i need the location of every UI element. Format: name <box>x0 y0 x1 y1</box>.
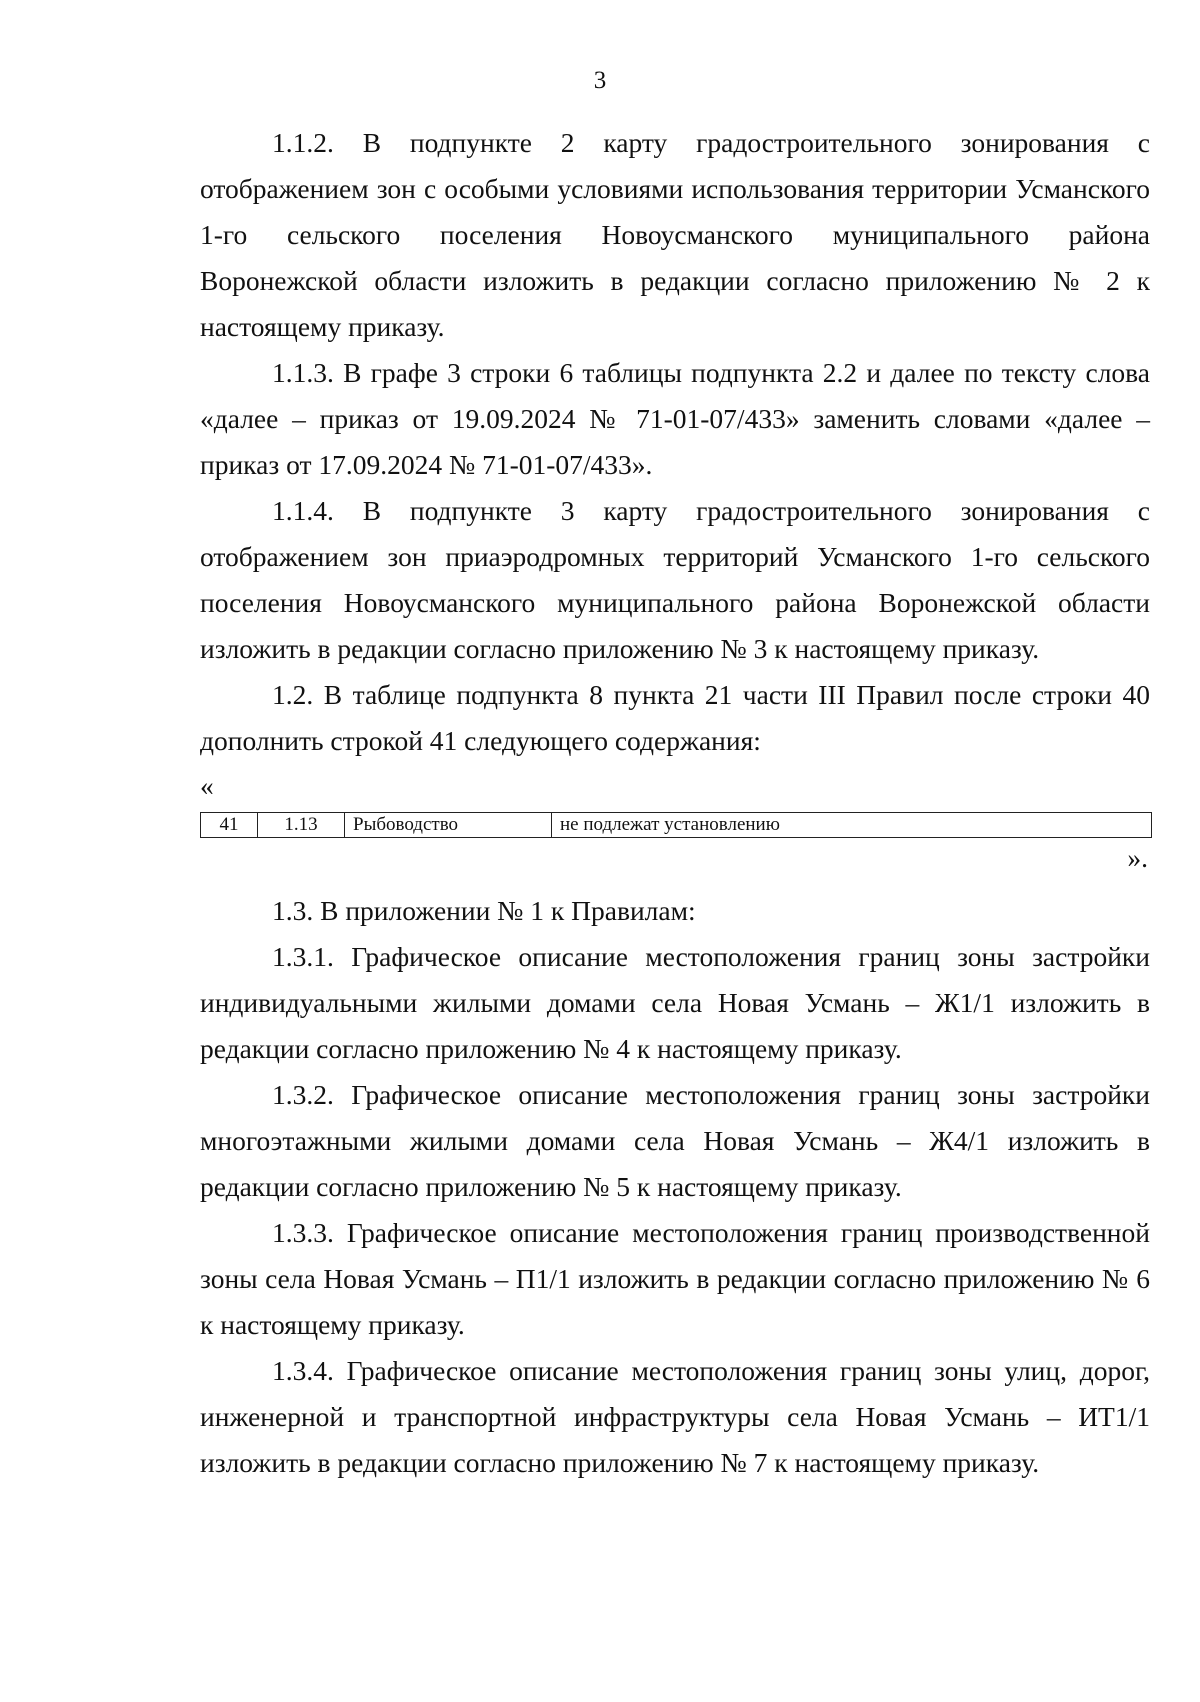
paragraph-1-1-3: 1.1.3. В графе 3 строки 6 таблицы подпункта 2.2 и далее по тексту слова «далее – приказ от 19.09.2024 № 71-01-07/433» заменить словами «далее – приказ от 17.09.2024 № 71-01-07/433». <box>200 357 1150 480</box>
paragraph-1-1-4: 1.1.4. В подпункте 3 карту градостроительного зонирования с отображением зон приаэродромных территорий Усманского 1-го сельского поселения Новоусманского муниципального района Воронежской области изложить в редакции согласно приложению № 3 к настоящему приказу. <box>200 495 1150 664</box>
inserted-row-table <box>200 812 1152 838</box>
paragraph-1-3-3: 1.3.3. Графическое описание местоположения границ производственной зоны села Новая Усмань – П1/1 изложить в редакции согласно приложению № 6 к настоящему приказу. <box>200 1217 1150 1340</box>
paragraph-1-1-2: 1.1.2. В подпункте 2 карту градостроительного зонирования с отображением зон с особыми условиями использования территории Усманского 1-го сельского поселения Новоусманского муниципального района Воронежской области изложить в редакции согласно приложению № 2 к настоящему приказу. <box>200 127 1150 342</box>
paragraph-1-3-2: 1.3.2. Графическое описание местоположения границ зоны застройки многоэтажными жилыми домами села Новая Усмань – Ж4/1 изложить в редакции согласно приложению № 5 к настоящему приказу. <box>200 1079 1150 1202</box>
closing-quote: ». <box>1127 842 1148 873</box>
opening-quote: « <box>200 770 214 801</box>
paragraph-1-3-4: 1.3.4. Графическое описание местоположения границ зоны улиц, дорог, инженерной и транспортной инфраструктуры села Новая Усмань – ИТ1/1 изложить в редакции согласно приложению № 7 к настоящему приказу. <box>200 1355 1150 1478</box>
page-number: 3 <box>593 67 607 94</box>
paragraph-1-3: 1.3. В приложении № 1 к Правилам: <box>272 895 696 926</box>
row-value-cell: не подлежат установлению <box>552 813 1152 838</box>
row-name-cell: Рыбоводство <box>345 813 552 838</box>
paragraph-1-2: 1.2. В таблице подпункта 8 пункта 21 части III Правил после строки 40 дополнить строкой 41 следующего содержания: <box>200 679 1150 756</box>
spacer <box>200 878 1150 888</box>
paragraph-1-3-1: 1.3.1. Графическое описание местоположения границ зоны застройки индивидуальными жилыми домами села Новая Усмань – Ж1/1 изложить в редакции согласно приложению № 4 к настоящему приказу. <box>200 941 1150 1064</box>
row-code-cell: 1.13 <box>258 813 345 838</box>
row-number-cell: 41 <box>201 813 258 838</box>
document-body <box>200 120 1150 1486</box>
table-row <box>201 813 1152 838</box>
